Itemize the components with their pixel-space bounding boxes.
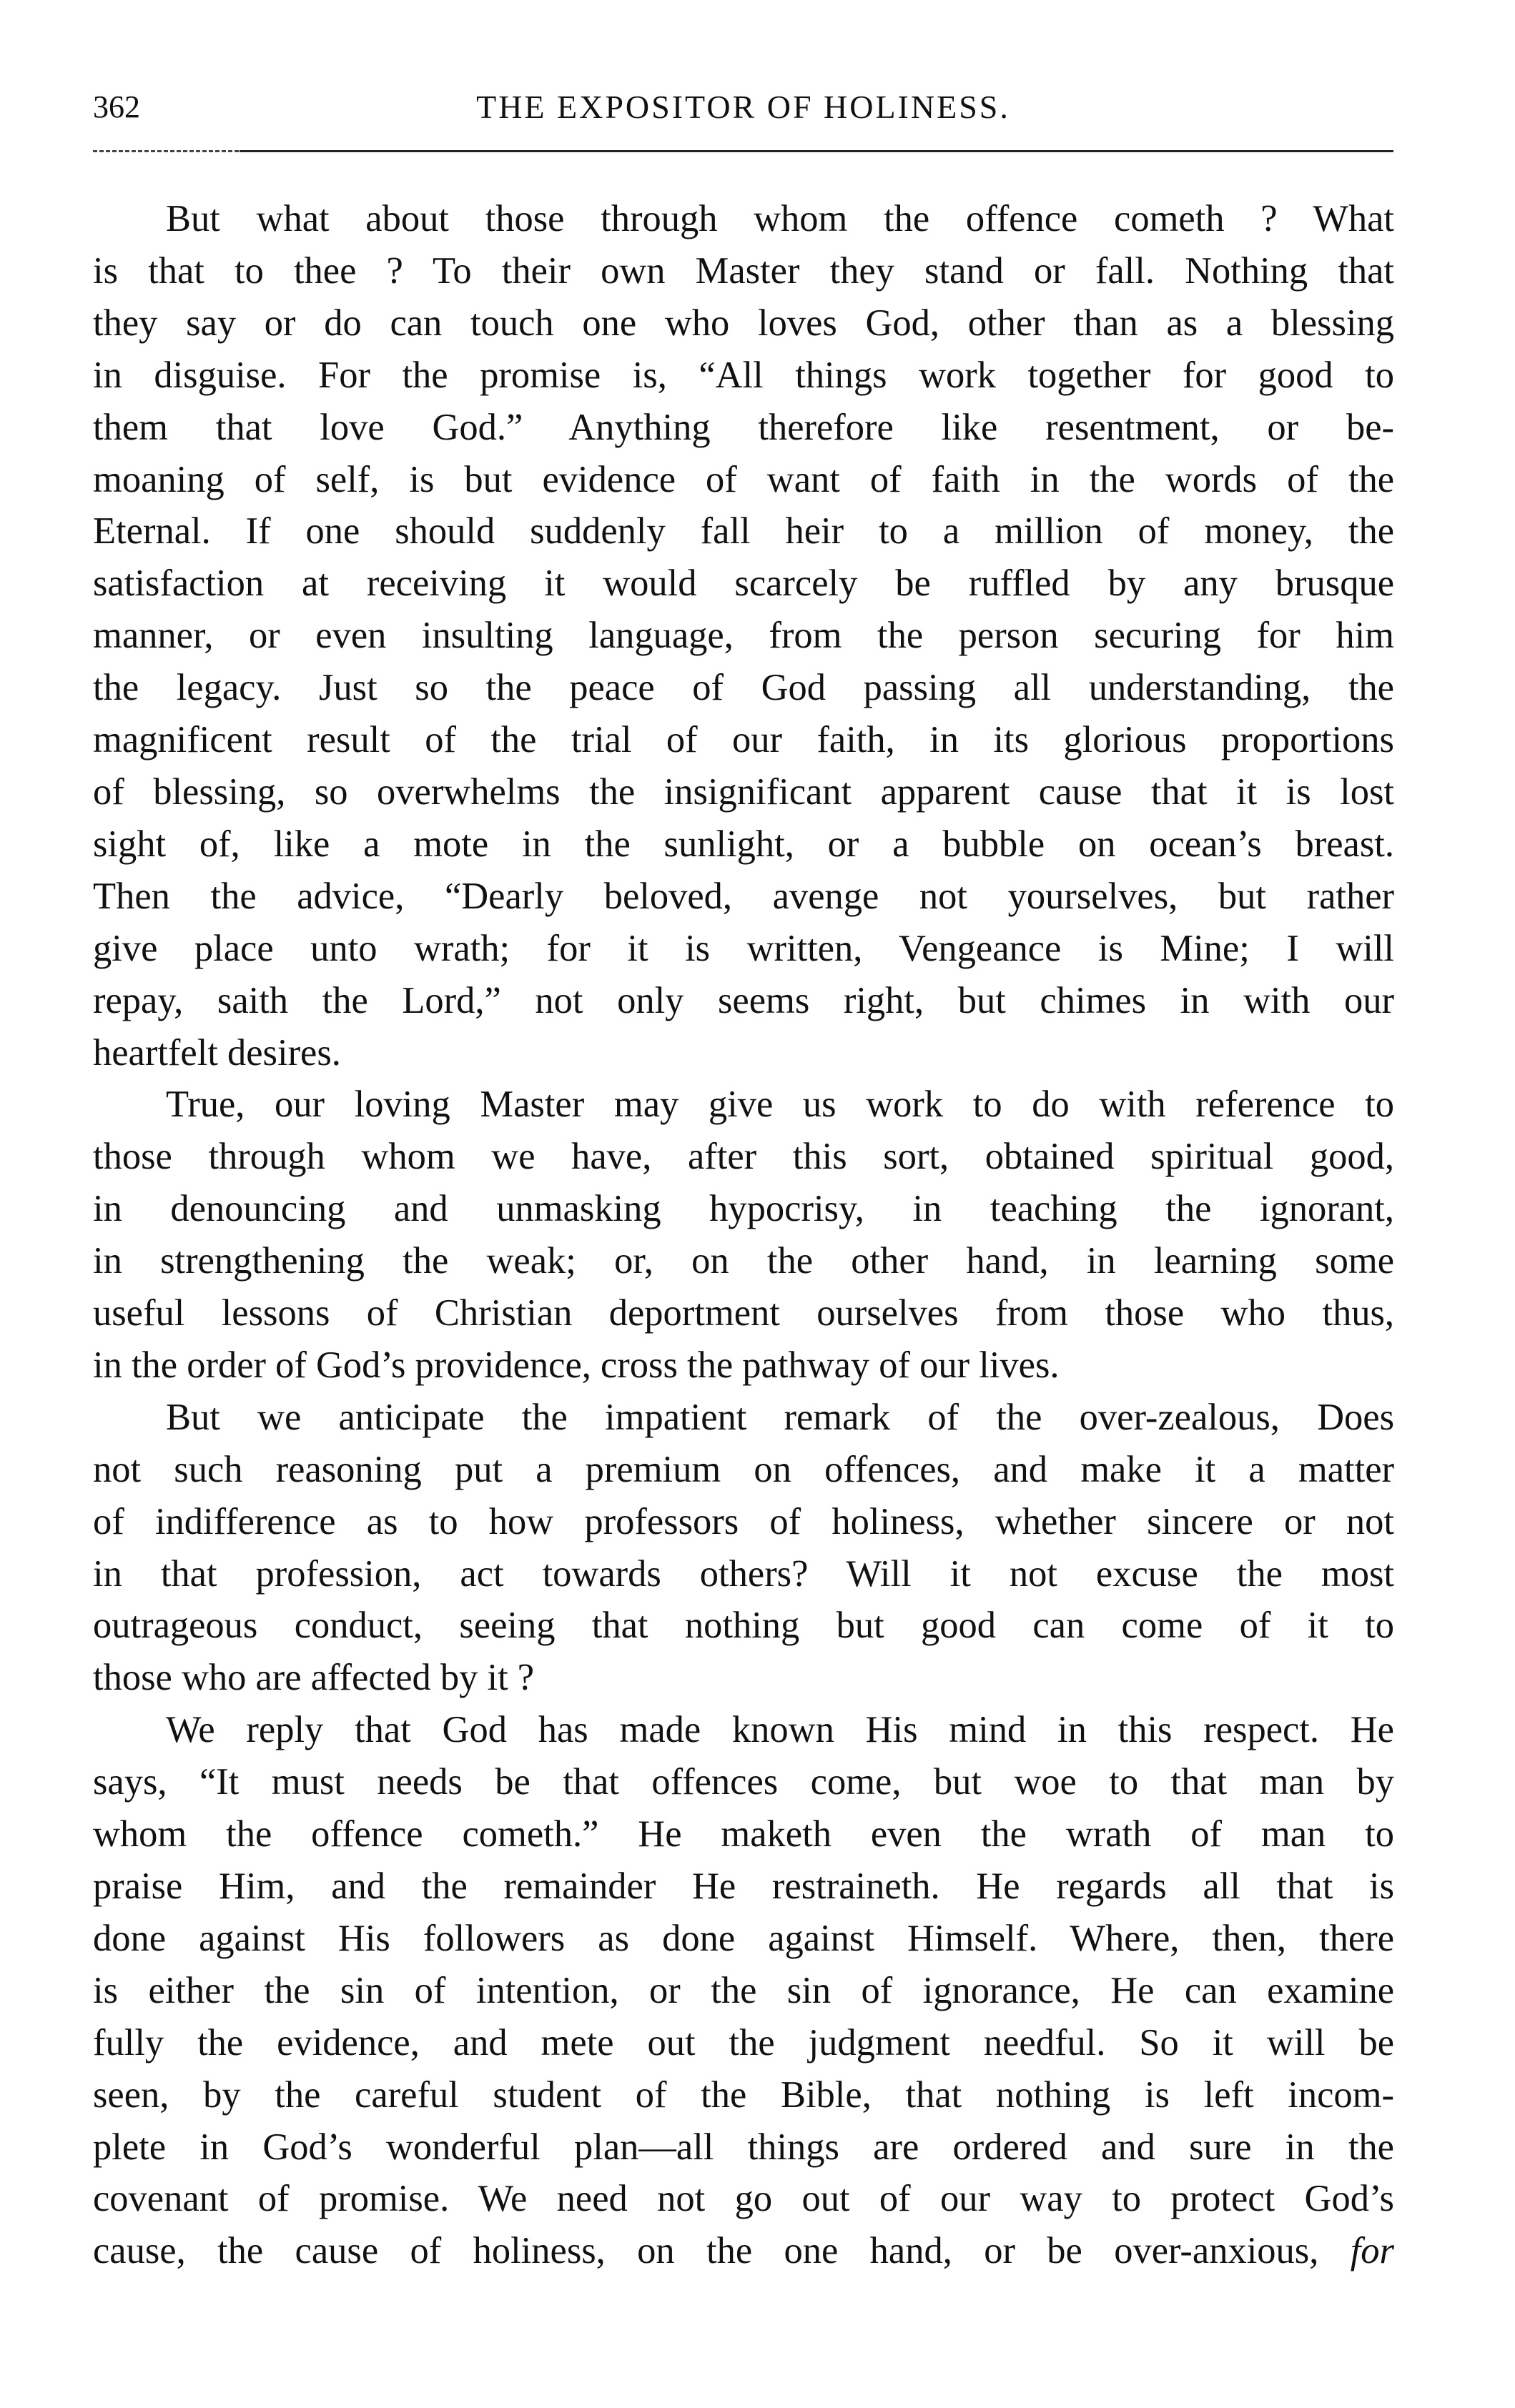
text-line: praise Him, and the remainder He restraineth. He regards all that is (93, 1866, 1394, 1907)
italic-word: for (1318, 2230, 1394, 2272)
text-line: in denouncing and unmasking hypocrisy, in teaching the ignorant, (93, 1188, 1394, 1230)
header-rule (240, 150, 1393, 152)
text-line: useful lessons of Christian deportment ourselves from those who thus, (93, 1292, 1394, 1334)
paragraph (93, 193, 1394, 1079)
text-line: outrageous conduct, seeing that nothing but good can come of it to (93, 1605, 1394, 1647)
text-line: seen, by the careful student of the Bible, that nothing is left incom- (93, 2073, 1394, 2116)
text-line: not such reasoning put a premium on offences, and make it a matter (93, 1448, 1394, 1490)
text-line: satisfaction at receiving it would scarcely be ruffled by any brusque (93, 563, 1394, 605)
text-line: says, “It must needs be that offences come, but woe to that man by (93, 1761, 1394, 1803)
text-line: sight of, like a mote in the sunlight, or a bubble on ocean’s breast. (93, 823, 1394, 865)
text-line: manner, or even insulting language, from the person securing for him (93, 615, 1394, 657)
text-line: they say or do can touch one who loves God, other than as a blessing (93, 302, 1394, 344)
running-head (93, 86, 1393, 150)
text-line: But what about those through whom the offence cometh ? What (166, 198, 1394, 239)
text-line: in disguise. For the promise is, “All things work together for good to (93, 354, 1394, 396)
text-line: whom the offence cometh.” He maketh even the wrath of man to (93, 1813, 1394, 1855)
text-line: done against His followers as done against Himself. Where, then, there (93, 1917, 1394, 1959)
page-number: 362 (93, 89, 140, 124)
text-line: of blessing, so overwhelms the insignificant apparent cause that it is lost (93, 771, 1394, 813)
text-line: True, our loving Master may give us work to do with reference to (166, 1084, 1394, 1126)
text-line: Then the advice, “Dearly beloved, avenge not yourselves, but rather (93, 875, 1394, 917)
running-title: THE EXPOSITOR OF HOLINESS. (476, 89, 1010, 125)
text-line: But we anticipate the impatient remark of the over-zealous, Does (166, 1396, 1394, 1438)
text-line: in that profession, act towards others? Will it not excuse the most (93, 1552, 1394, 1595)
text-line: Eternal. If one should suddenly fall heir to a million of money, the (93, 510, 1394, 553)
text-line: of indifference as to how professors of holiness, whether sincere or not (93, 1500, 1394, 1542)
paragraph (93, 1392, 1394, 1704)
text-line: heartfelt desires. (93, 1031, 341, 1074)
text-line: in the order of God’s providence, cross the pathway of our lives. (93, 1344, 1060, 1386)
text-line: covenant of promise. We need not go out of our way to protect God’s (93, 2178, 1394, 2220)
body-text (93, 193, 1394, 2277)
text-line: plete in God’s wonderful plan—all things are ordered and sure in the (93, 2126, 1394, 2168)
text-line: fully the evidence, and mete out the judgment needful. So it will be (93, 2021, 1394, 2063)
text-line: moaning of self, is but evidence of want of faith in the words of the (93, 458, 1394, 500)
text-line: is either the sin of intention, or the sin of ignorance, He can examine (93, 1969, 1394, 2011)
text-line: them that love God.” Anything therefore like resentment, or be- (93, 406, 1394, 448)
text-line: cause, the cause of holiness, on the one hand, or be over-anxious, for (93, 2230, 1394, 2272)
text-line: We reply that God has made known His mind in this respect. He (166, 1709, 1394, 1751)
text-line: magnificent result of the trial of our faith, in its glorious proportions (93, 719, 1394, 761)
text-line: is that to thee ? To their own Master they stand or fall. Nothing that (93, 249, 1394, 292)
paragraph (93, 1079, 1394, 1391)
text-line: those who are affected by it ? (93, 1657, 535, 1699)
text-line: repay, saith the Lord,” not only seems right, but chimes in with our (93, 979, 1394, 1021)
text-line: the legacy. Just so the peace of God passing all understanding, the (93, 667, 1394, 709)
paragraph (93, 1704, 1394, 2277)
text-line: those through whom we have, after this sort, obtained spiritual good, (93, 1136, 1394, 1178)
text-line: give place unto wrath; for it is written, Vengeance is Mine; I will (93, 927, 1394, 969)
text-line: in strengthening the weak; or, on the other hand, in learning some (93, 1240, 1394, 1282)
